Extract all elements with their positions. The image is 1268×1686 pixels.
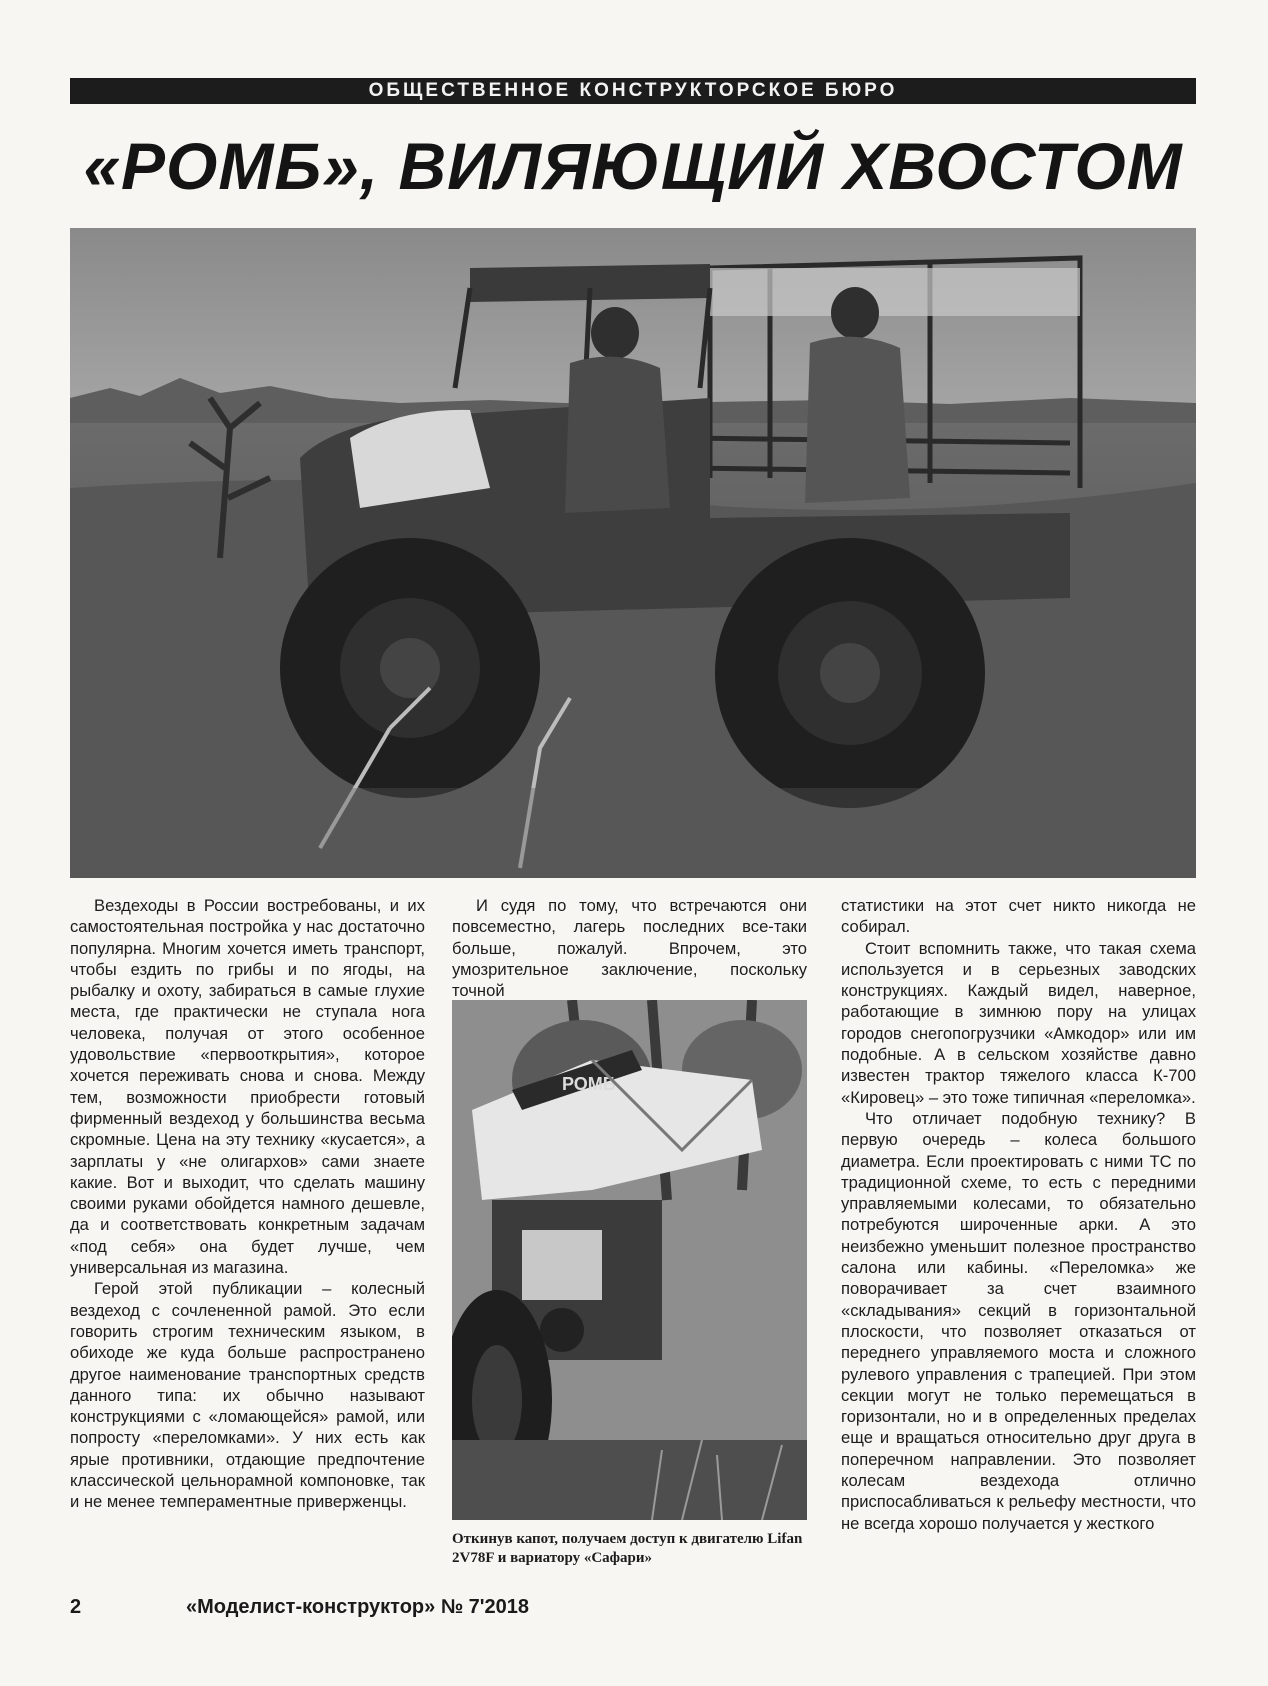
main-photo-vehicle — [70, 228, 1196, 878]
paragraph: Вездеходы в России востребованы, и их самостоятельная постройка у нас достаточно популярна. Многим хочется иметь транспорт, чтобы ездить по грибы и по ягоды, на рыбалку и охоту, забираться в самые глухие места, где практически не ступала нога человека, получая от этого особенное удовольствие «первооткрытия», которое хочется переживать снова и снова. Между тем, возможности приобрести готовый фирменный вездеход у большинства весьма скромные. Цена на эту технику «кусается», а зарплаты у «не олигархов» сами знаете какие. Вот и выходит, что сделать машину своими руками обойдется намного дешевле, да и соответствовать конкретным задачам «под себя» она будет лучше, чем универсальная из магазина. — [70, 896, 425, 1278]
article-column-3 — [841, 895, 1196, 1534]
paragraph: Стоит вспомнить также, что такая схема используется и в серьезных заводских конструкциях. Каждый видел, наверное, работающие в зимнюю пору на улицах городов снегопогрузчики «Амкодор» или им подобные. А в сельском хозяйстве давно известен трактор тяжелого класса К-700 «Кировец» – это тоже типичная «переломка». — [841, 938, 1196, 1107]
paragraph: Герой этой публикации – колесный вездеход с сочлененной рамой. Это если говорить строгим техническим языком, в обиходе же куда больше распространено другое наименование транспортных средств данного типа: их обычно называют конструкциями с «ломающейся» рамой, или попросту «переломками». У них есть как ярые противники, отдающие предпочтение классической цельнорамной компоновке, так и не менее темпераментные приверженцы. — [70, 1279, 425, 1512]
paragraph: статистики на этот счет никто никогда не собирал. — [841, 896, 1196, 937]
page-number: 2 — [70, 1596, 82, 1618]
photo-caption: Откинув капот, получаем доступ к двигателю Lifan 2V78F и вариатору «Сафари» — [452, 1531, 803, 1566]
section-header: ОБЩЕСТВЕННОЕ КОНСТРУКТОРСКОЕ БЮРО — [70, 78, 1196, 104]
vehicle-photo-illustration — [70, 228, 1196, 878]
engine-photo-illustration — [452, 1000, 807, 1520]
magazine-title: «Моделист-конструктор» № 7'2018 — [186, 1596, 530, 1618]
article-column-1 — [70, 895, 425, 1513]
engine-photo — [452, 1000, 807, 1520]
article-title: «РОМБ», ВИЛЯЮЩИЙ ХВОСТОМ — [83, 129, 1183, 203]
hood-logo: РОМБ — [562, 1074, 616, 1094]
article-column-2 — [452, 895, 807, 1001]
paragraph: И судя по тому, что встречаются они повсеместно, лагерь последних все-таки больше, пожалуй. Впрочем, это умозрительное заключение, поскольку точной — [452, 896, 807, 1001]
paragraph: Что отличает подобную технику? В первую очередь – колеса большого диаметра. Если проектировать с ними ТС по традиционной схеме, то есть с передними управляемыми колесами, то обязательно потребуются широченные арки. А это неизбежно уменьшит полезное пространство салона или кабины. «Переломка» же поворачивает за счет взаимного «складывания» секций в горизонтальной плоскости, что позволяет отказаться от переднего управляемого моста и сложного рулевого управления с трапецией. При этом секции могут не только перемещаться в горизонтали, но и в определенных пределах еще и вращаться относительно друг друга в поперечном направлении. Это позволяет колесам вездехода отлично приспосабливаться к рельефу местности, что не всегда хорошо получается у жесткого — [841, 1108, 1196, 1533]
